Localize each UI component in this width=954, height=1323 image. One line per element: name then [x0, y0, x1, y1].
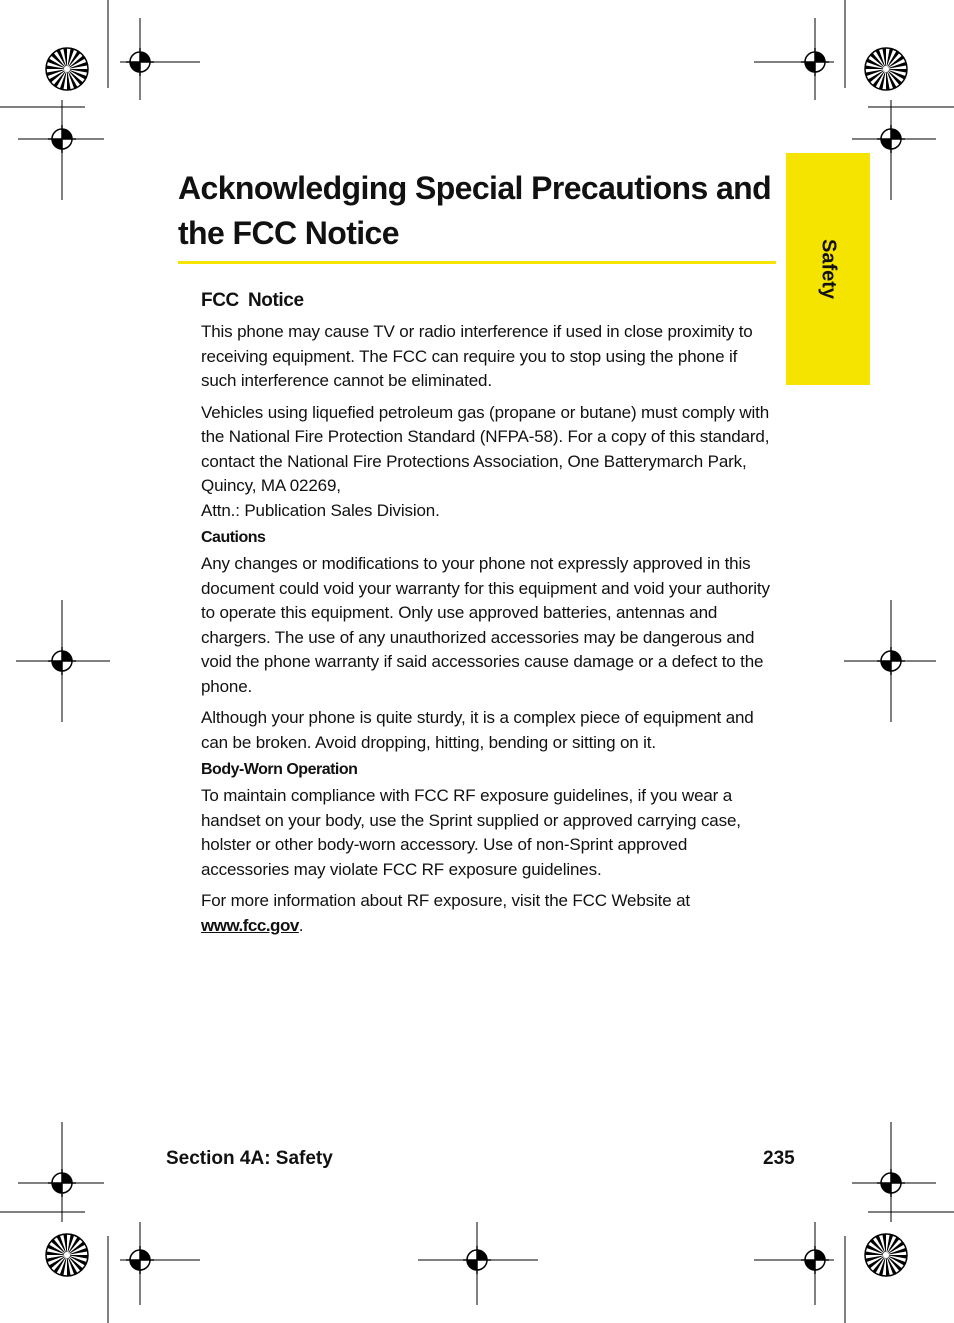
link-trailing-period: .	[298, 915, 304, 935]
fcc-notice-paragraph: This phone may cause TV or radio interference if used in close proximity to receiving equipment. The FCC can require you to stop using the phone if such interference cannot be eliminated.	[201, 322, 753, 390]
attn-text: Attn.: Publication Sales Division.	[201, 500, 440, 520]
registration-crosshair	[877, 647, 905, 675]
registration-starburst	[46, 48, 88, 90]
fcc-website-link[interactable]: www.fcc.gov	[201, 915, 299, 935]
main-content	[201, 287, 773, 945]
registration-crosshair	[877, 1169, 905, 1197]
registration-crosshair	[801, 1246, 829, 1274]
registration-crosshair	[48, 125, 76, 153]
more-info-paragraph	[201, 889, 773, 938]
footer-section-label: Section 4A: Safety	[166, 1148, 333, 1169]
registration-starburst	[865, 1234, 907, 1276]
registration-crosshair	[126, 48, 154, 76]
more-info-text: For more information about RF exposure, visit the FCC Website at	[201, 891, 690, 910]
cautions-heading: Cautions	[201, 529, 266, 546]
registration-starburst	[46, 1234, 88, 1276]
registration-crosshair	[463, 1246, 491, 1274]
fcc-notice-paragraph	[201, 401, 773, 524]
body-worn-heading: Body-Worn Operation	[201, 761, 358, 778]
registration-starburst	[865, 48, 907, 90]
body-worn-paragraph: To maintain compliance with FCC RF exposure guidelines, if you wear a handset on your body, use the Sprint supplied or approved carrying case, holster or other body-worn accessory. Use of non-Sprint approved accessories may violate FCC RF exposure guidelines.	[201, 786, 741, 879]
title-underline	[178, 261, 776, 264]
side-tab-label: Safety	[817, 238, 840, 300]
footer-page-number: 235	[763, 1148, 795, 1169]
registration-crosshair	[801, 48, 829, 76]
fcc-notice-heading: FCC Notice	[201, 290, 304, 311]
cautions-paragraph: Any changes or modifications to your phone not expressly approved in this document could void your warranty for this equipment and void your authority to operate this equipment. Only use approved batteries, antennas and chargers. The use of any unauthorized accessories may be dangerous and void the phone warranty if said accessories cause damage or a defect to the phone.	[201, 554, 770, 696]
registration-crosshair	[126, 1246, 154, 1274]
lpg-text: Vehicles using liquefied petroleum gas (propane or butane) must comply with the National Fire Protection Standard (NFPA-58). For a copy of this standard, contact the National Fire Protections Association, One Batterymarch Park, Quincy, MA 02269,	[201, 402, 770, 495]
registration-crosshair	[877, 125, 905, 153]
cautions-paragraph: Although your phone is quite sturdy, it is a complex piece of equipment and can be broken. Avoid dropping, hitting, bending or sitting on it.	[201, 708, 754, 752]
page-title: Acknowledging Special Precautions and the FCC Notice	[178, 170, 772, 251]
side-tab	[786, 153, 870, 385]
registration-crosshair	[48, 647, 76, 675]
registration-crosshair	[48, 1169, 76, 1197]
